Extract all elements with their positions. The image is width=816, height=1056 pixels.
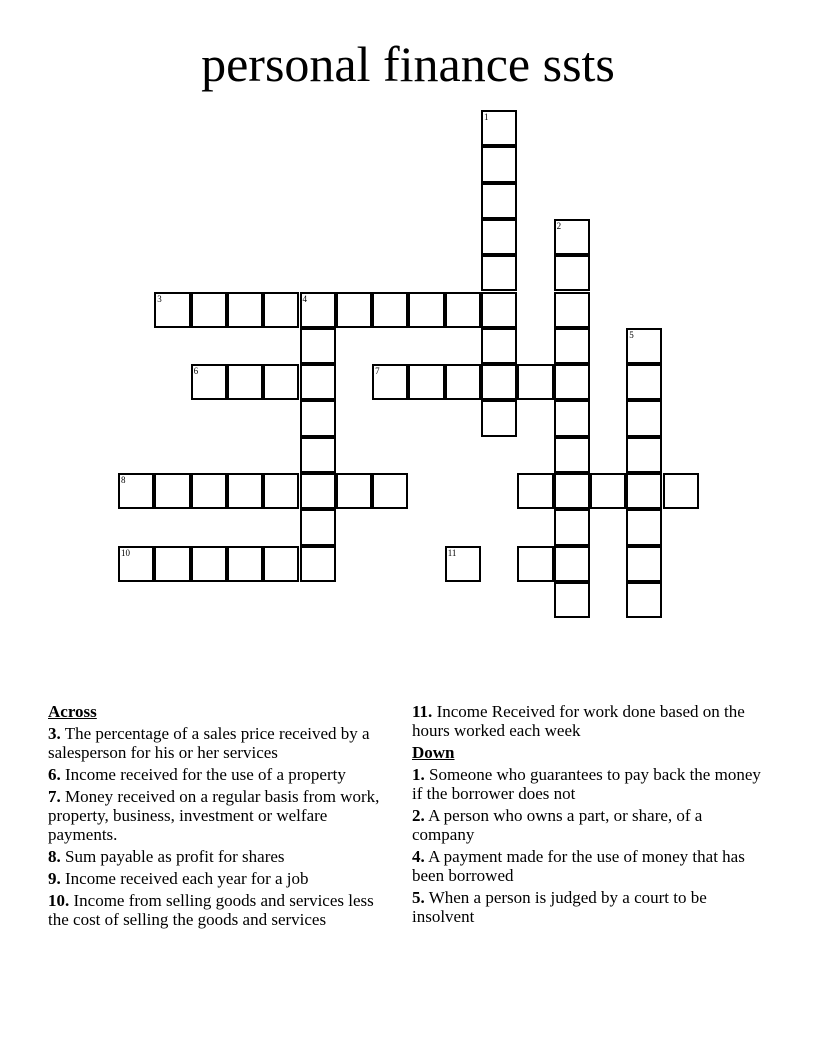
grid-cell[interactable] xyxy=(336,473,372,509)
grid-cell[interactable] xyxy=(481,110,517,146)
clue-down-1 xyxy=(412,765,762,803)
grid-cell[interactable] xyxy=(372,364,408,400)
clue-across-6 xyxy=(48,765,398,784)
grid-cell[interactable] xyxy=(626,509,662,545)
grid-cell[interactable] xyxy=(554,509,590,545)
grid-cell[interactable] xyxy=(372,473,408,509)
clue-number: 7. xyxy=(48,787,61,806)
clue-across-11 xyxy=(412,702,762,740)
grid-cell[interactable] xyxy=(554,546,590,582)
grid-cell[interactable] xyxy=(300,473,336,509)
grid-cell[interactable] xyxy=(263,292,299,328)
across-heading: Across xyxy=(48,702,97,721)
grid-cell[interactable] xyxy=(445,546,481,582)
grid-cell[interactable] xyxy=(118,546,154,582)
grid-cell[interactable] xyxy=(154,546,190,582)
grid-cell[interactable] xyxy=(481,364,517,400)
grid-cell[interactable] xyxy=(663,473,699,509)
clue-text: A person who owns a part, or share, of a company xyxy=(412,806,703,844)
grid-cell[interactable] xyxy=(191,473,227,509)
clue-text: Someone who guarantees to pay back the money if the borrower does not xyxy=(412,765,761,803)
grid-cell[interactable] xyxy=(300,437,336,473)
grid-cell[interactable] xyxy=(227,546,263,582)
grid-cell[interactable] xyxy=(517,546,553,582)
grid-cell[interactable] xyxy=(300,328,336,364)
cell-number: 2 xyxy=(556,220,562,231)
grid-cell[interactable] xyxy=(626,364,662,400)
grid-cell[interactable] xyxy=(408,292,444,328)
grid-cell[interactable] xyxy=(227,473,263,509)
clue-number: 9. xyxy=(48,869,61,888)
clue-text: The percentage of a sales price received by a salesperson for his or her services xyxy=(48,724,370,762)
cell-number: 10 xyxy=(121,547,130,558)
grid-cell[interactable] xyxy=(481,328,517,364)
clue-column-left xyxy=(48,702,398,932)
grid-cell[interactable] xyxy=(300,546,336,582)
grid-cell[interactable] xyxy=(626,400,662,436)
puzzle-title: personal finance ssts xyxy=(201,36,615,92)
grid-cell[interactable] xyxy=(408,364,444,400)
grid-cell[interactable] xyxy=(300,400,336,436)
clue-down-2 xyxy=(412,806,762,844)
grid-cell[interactable] xyxy=(191,292,227,328)
clue-text: Income received each year for a job xyxy=(65,869,309,888)
clue-down-4 xyxy=(412,847,762,885)
grid-cell[interactable] xyxy=(263,364,299,400)
grid-cell[interactable] xyxy=(554,328,590,364)
clue-number: 4. xyxy=(412,847,425,866)
grid-cell[interactable] xyxy=(554,292,590,328)
cell-number: 1 xyxy=(484,112,489,122)
clue-text: Money received on a regular basis from work, property, business, investment or welfare payments. xyxy=(48,787,380,844)
grid-cell[interactable] xyxy=(191,546,227,582)
grid-cell[interactable] xyxy=(554,400,590,436)
grid-cell[interactable] xyxy=(300,292,336,328)
clue-number: 10. xyxy=(48,891,70,910)
grid-cell[interactable] xyxy=(626,546,662,582)
grid-cell[interactable] xyxy=(481,292,517,328)
grid-cell[interactable] xyxy=(554,437,590,473)
grid-cell[interactable] xyxy=(626,582,662,618)
grid-cell[interactable] xyxy=(263,473,299,509)
clue-number: 6. xyxy=(48,765,61,784)
grid-cell[interactable] xyxy=(372,292,408,328)
grid-cell[interactable] xyxy=(300,509,336,545)
grid-cell[interactable] xyxy=(554,255,590,291)
grid-cell[interactable] xyxy=(445,364,481,400)
clue-number: 5. xyxy=(412,888,425,907)
clue-text: Income Received for work done based on the hours worked each week xyxy=(412,702,745,740)
clue-text: When a person is judged by a court to be insolvent xyxy=(412,888,707,926)
cell-number: 3 xyxy=(157,293,162,304)
grid-cell[interactable] xyxy=(336,292,372,328)
grid-cell[interactable] xyxy=(445,292,481,328)
grid-cell[interactable] xyxy=(227,292,263,328)
grid-cell[interactable] xyxy=(118,473,154,509)
grid-cell[interactable] xyxy=(300,364,336,400)
grid-cell[interactable] xyxy=(481,400,517,436)
grid-cell[interactable] xyxy=(263,546,299,582)
grid-cell[interactable] xyxy=(481,219,517,255)
cell-number: 4 xyxy=(302,293,307,304)
clue-number: 3. xyxy=(48,724,61,743)
clue-across-8 xyxy=(48,847,398,866)
clue-number: 2. xyxy=(412,806,425,825)
clue-across-10 xyxy=(48,891,398,929)
grid-cell[interactable] xyxy=(554,219,590,255)
grid-cell[interactable] xyxy=(626,437,662,473)
cell-number: 7 xyxy=(375,366,380,377)
clue-text: Income received for the use of a property xyxy=(65,765,346,784)
cell-number: 6 xyxy=(193,366,199,377)
grid-cell[interactable] xyxy=(554,364,590,400)
clue-text: A payment made for the use of money that has been borrowed xyxy=(412,847,745,885)
clue-number: 1. xyxy=(412,765,425,784)
clue-down-5 xyxy=(412,888,762,926)
clue-number: 8. xyxy=(48,847,61,866)
grid-cell[interactable] xyxy=(517,473,553,509)
cell-number: 8 xyxy=(121,475,126,485)
down-heading: Down xyxy=(412,743,455,762)
cell-number: 5 xyxy=(629,329,634,340)
clue-text: Sum payable as profit for shares xyxy=(65,847,285,866)
grid-cell[interactable] xyxy=(554,582,590,618)
grid-cell[interactable] xyxy=(191,364,227,400)
clue-across-9 xyxy=(48,869,398,888)
clue-text: Income from selling goods and services less the cost of selling the goods and services xyxy=(48,891,374,929)
grid-cell[interactable] xyxy=(590,473,626,509)
grid-cell[interactable] xyxy=(154,473,190,509)
grid-cell[interactable] xyxy=(154,292,190,328)
grid-cell[interactable] xyxy=(626,328,662,364)
clue-across-7 xyxy=(48,787,398,844)
cell-number: 11 xyxy=(447,547,457,558)
grid-cell[interactable] xyxy=(481,146,517,182)
clue-number: 11. xyxy=(412,702,433,721)
grid-cell[interactable] xyxy=(626,473,662,509)
grid-cell[interactable] xyxy=(517,364,553,400)
grid-cell[interactable] xyxy=(227,364,263,400)
clue-column-right xyxy=(412,702,762,929)
grid-cell[interactable] xyxy=(554,473,590,509)
grid-cell[interactable] xyxy=(481,255,517,291)
grid-cell[interactable] xyxy=(481,183,517,219)
clue-across-3 xyxy=(48,724,398,762)
